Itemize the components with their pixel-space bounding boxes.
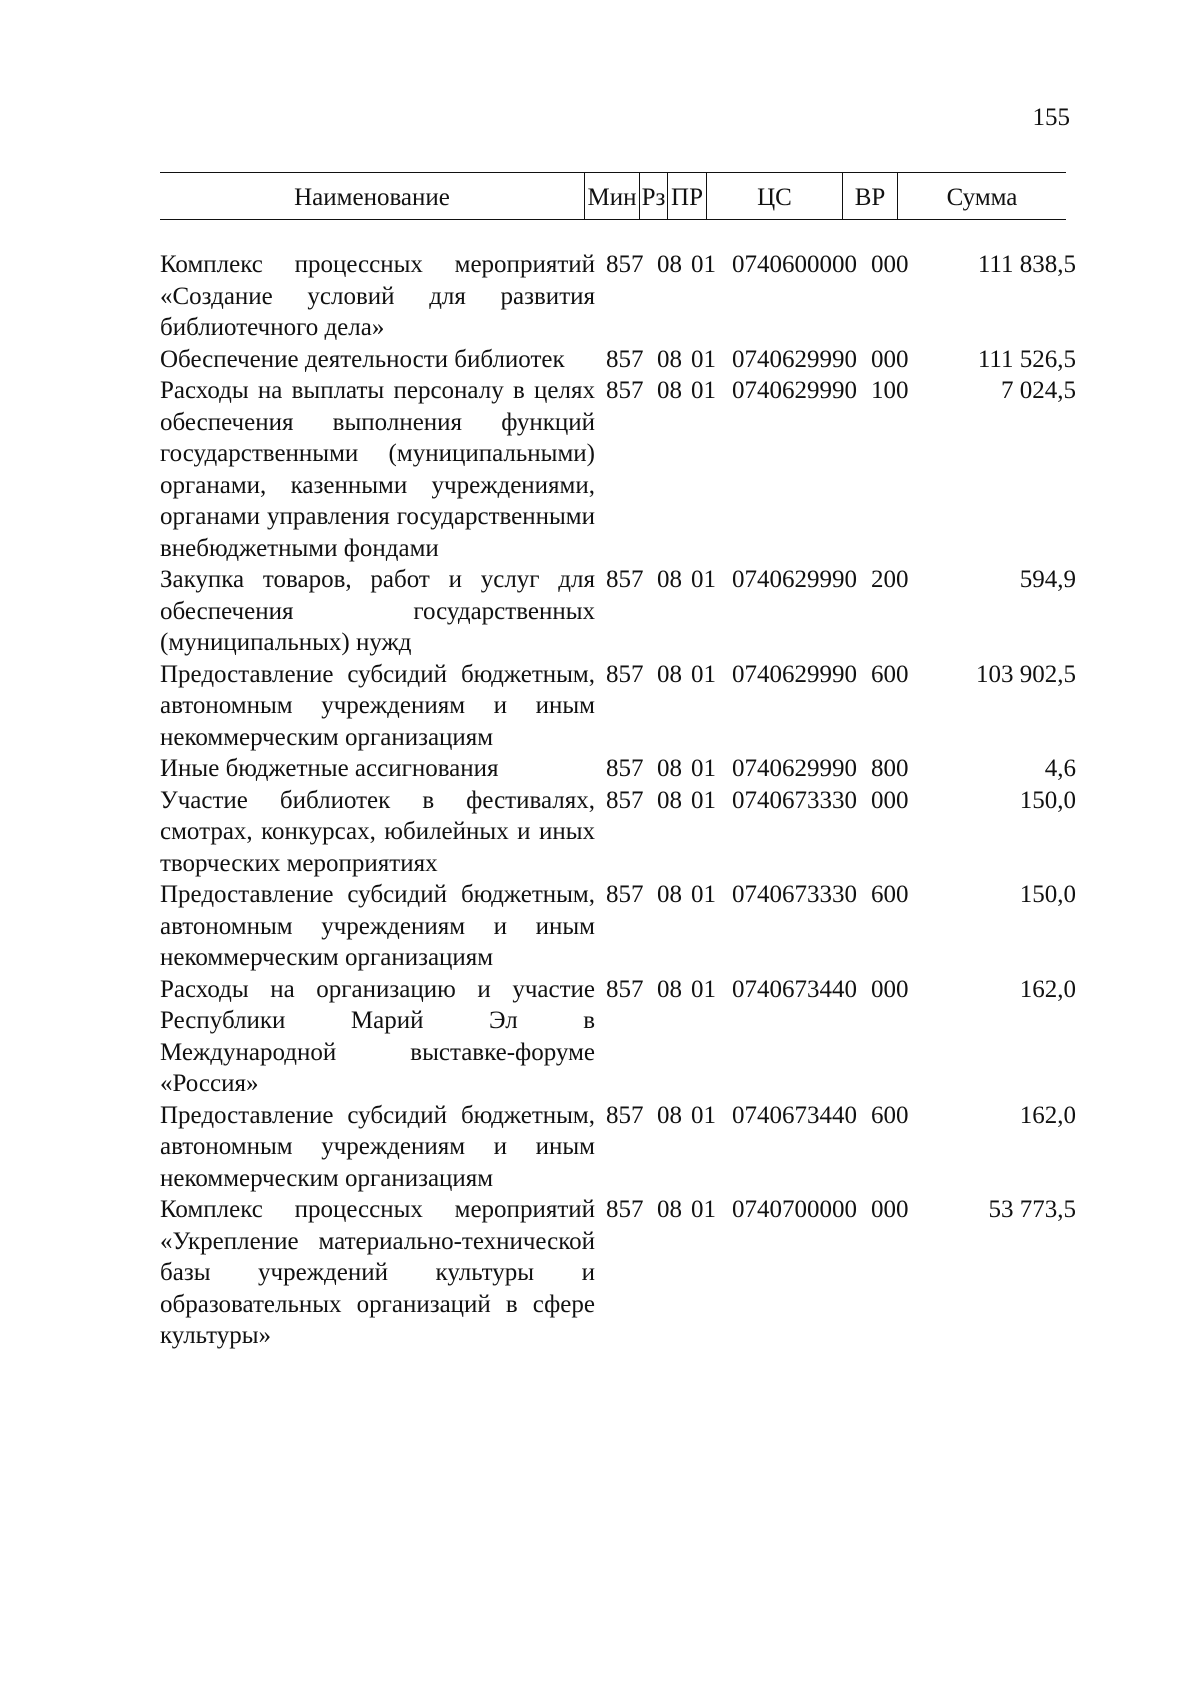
row-rz: 08 bbox=[657, 755, 682, 782]
row-pr: 01 bbox=[691, 975, 716, 1003]
row-min: 857 bbox=[606, 251, 644, 278]
row-min: 857 bbox=[606, 345, 644, 373]
row-vr: 100 bbox=[871, 377, 909, 404]
row-name: Предоставление субсидий бюджетным, автономным учреждениям и иным некоммерческим организациям bbox=[160, 1101, 595, 1192]
row-min: 857 bbox=[606, 755, 644, 782]
row-min: 857 bbox=[606, 377, 644, 404]
row-name: Предоставление субсидий бюджетным, автономным учреждениям и иным некоммерческим организациям bbox=[160, 660, 595, 751]
row-pr: 01 bbox=[691, 1196, 716, 1223]
row-cs: 0740629990 bbox=[732, 755, 857, 782]
row-vr: 000 bbox=[871, 975, 909, 1003]
row-rz: 08 bbox=[657, 975, 682, 1003]
header-min: Мин bbox=[584, 173, 639, 219]
row-sum: 150,0 bbox=[1019, 881, 1076, 908]
row-pr: 01 bbox=[691, 786, 716, 814]
row-name: Расходы на организацию и участие Республики Марий Эл в Международной выставке-форуме «Россия» bbox=[160, 975, 595, 1097]
row-pr: 01 bbox=[691, 755, 716, 782]
row-sum: 4,6 bbox=[1044, 755, 1076, 782]
row-rz: 08 bbox=[657, 251, 682, 278]
row-vr: 000 bbox=[871, 1196, 909, 1223]
header-pr: ПР bbox=[667, 173, 706, 219]
row-min: 857 bbox=[606, 1196, 644, 1223]
row-rz: 08 bbox=[657, 660, 682, 688]
row-min: 857 bbox=[606, 660, 644, 688]
table-row bbox=[160, 1194, 1080, 1352]
table-row bbox=[160, 785, 1080, 880]
row-pr: 01 bbox=[691, 1101, 716, 1129]
table-row bbox=[160, 879, 1080, 974]
row-cs: 0740629990 bbox=[732, 377, 857, 404]
row-cs: 0740673330 bbox=[732, 881, 857, 908]
table-row bbox=[160, 659, 1080, 754]
row-sum: 162,0 bbox=[1019, 975, 1076, 1003]
row-name: Комплекс процессных мероприятий «Создание условий для развития библиотечного дела» bbox=[160, 251, 595, 341]
row-rz: 08 bbox=[657, 377, 682, 404]
row-name: Расходы на выплаты персоналу в целях обеспечения выполнения функций государственными (муниципальными) органами, казенными учреждениями, органами управления государственными внебюджетными фондами bbox=[160, 377, 595, 562]
table-row bbox=[160, 753, 1080, 785]
row-sum: 594,9 bbox=[1019, 566, 1076, 593]
row-min: 857 bbox=[606, 975, 644, 1003]
row-min: 857 bbox=[606, 881, 644, 908]
row-rz: 08 bbox=[657, 345, 682, 373]
header-name: Наименование bbox=[294, 184, 450, 211]
row-cs: 0740673440 bbox=[732, 975, 857, 1003]
row-name: Участие библиотек в фестивалях, смотрах, конкурсах, юбилейных и иных творческих мероприятиях bbox=[160, 786, 595, 877]
table-row bbox=[160, 344, 1080, 376]
row-min: 857 bbox=[606, 1101, 644, 1129]
table-row bbox=[160, 375, 1080, 564]
row-vr: 000 bbox=[871, 786, 909, 814]
row-vr: 200 bbox=[871, 566, 909, 593]
row-rz: 08 bbox=[657, 881, 682, 908]
row-min: 857 bbox=[606, 566, 644, 593]
row-sum: 111 526,5 bbox=[977, 345, 1076, 373]
row-vr: 000 bbox=[871, 345, 909, 373]
table-row bbox=[160, 974, 1080, 1100]
row-name: Иные бюджетные ассигнования bbox=[160, 755, 499, 782]
row-sum: 111 838,5 bbox=[977, 251, 1076, 278]
row-cs: 0740673330 bbox=[732, 786, 857, 814]
row-sum: 7 024,5 bbox=[1001, 377, 1076, 404]
row-min: 857 bbox=[606, 786, 644, 814]
row-vr: 000 bbox=[871, 251, 909, 278]
row-name: Обеспечение деятельности библиотек bbox=[160, 345, 565, 373]
table-row bbox=[160, 1100, 1080, 1195]
header-vr: ВР bbox=[842, 173, 897, 219]
row-sum: 103 902,5 bbox=[976, 660, 1076, 688]
table-row bbox=[160, 564, 1080, 659]
row-rz: 08 bbox=[657, 1196, 682, 1223]
row-vr: 800 bbox=[871, 755, 909, 782]
row-pr: 01 bbox=[691, 566, 716, 593]
row-cs: 0740629990 bbox=[732, 660, 857, 688]
table-row bbox=[160, 249, 1080, 344]
row-pr: 01 bbox=[691, 377, 716, 404]
row-cs: 0740673440 bbox=[732, 1101, 857, 1129]
row-cs: 0740700000 bbox=[732, 1196, 857, 1223]
row-pr: 01 bbox=[691, 660, 716, 688]
row-cs: 0740629990 bbox=[732, 345, 857, 373]
row-pr: 01 bbox=[691, 251, 716, 278]
row-vr: 600 bbox=[871, 881, 909, 908]
row-rz: 08 bbox=[657, 1101, 682, 1129]
table-body bbox=[160, 249, 1080, 1352]
row-sum: 162,0 bbox=[1019, 1101, 1076, 1129]
header-cs: ЦС bbox=[706, 173, 842, 219]
row-name: Закупка товаров, работ и услуг для обеспечения государственных (муниципальных) нужд bbox=[160, 566, 595, 656]
row-sum: 150,0 bbox=[1019, 786, 1076, 814]
table-header bbox=[160, 172, 1066, 220]
row-name: Комплекс процессных мероприятий «Укрепление материально-технической базы учреждений культуры и образовательных организаций в сфере культуры» bbox=[160, 1196, 595, 1349]
row-vr: 600 bbox=[871, 660, 909, 688]
row-pr: 01 bbox=[691, 345, 716, 373]
header-rz: Рз bbox=[639, 173, 667, 219]
header-sum: Сумма bbox=[897, 173, 1066, 219]
row-pr: 01 bbox=[691, 881, 716, 908]
row-rz: 08 bbox=[657, 566, 682, 593]
page-number: 155 bbox=[1032, 104, 1070, 131]
row-name: Предоставление субсидий бюджетным, автономным учреждениям и иным некоммерческим организациям bbox=[160, 881, 595, 971]
row-sum: 53 773,5 bbox=[988, 1196, 1076, 1223]
row-cs: 0740600000 bbox=[732, 251, 857, 278]
row-vr: 600 bbox=[871, 1101, 909, 1129]
row-cs: 0740629990 bbox=[732, 566, 857, 593]
row-rz: 08 bbox=[657, 786, 682, 814]
